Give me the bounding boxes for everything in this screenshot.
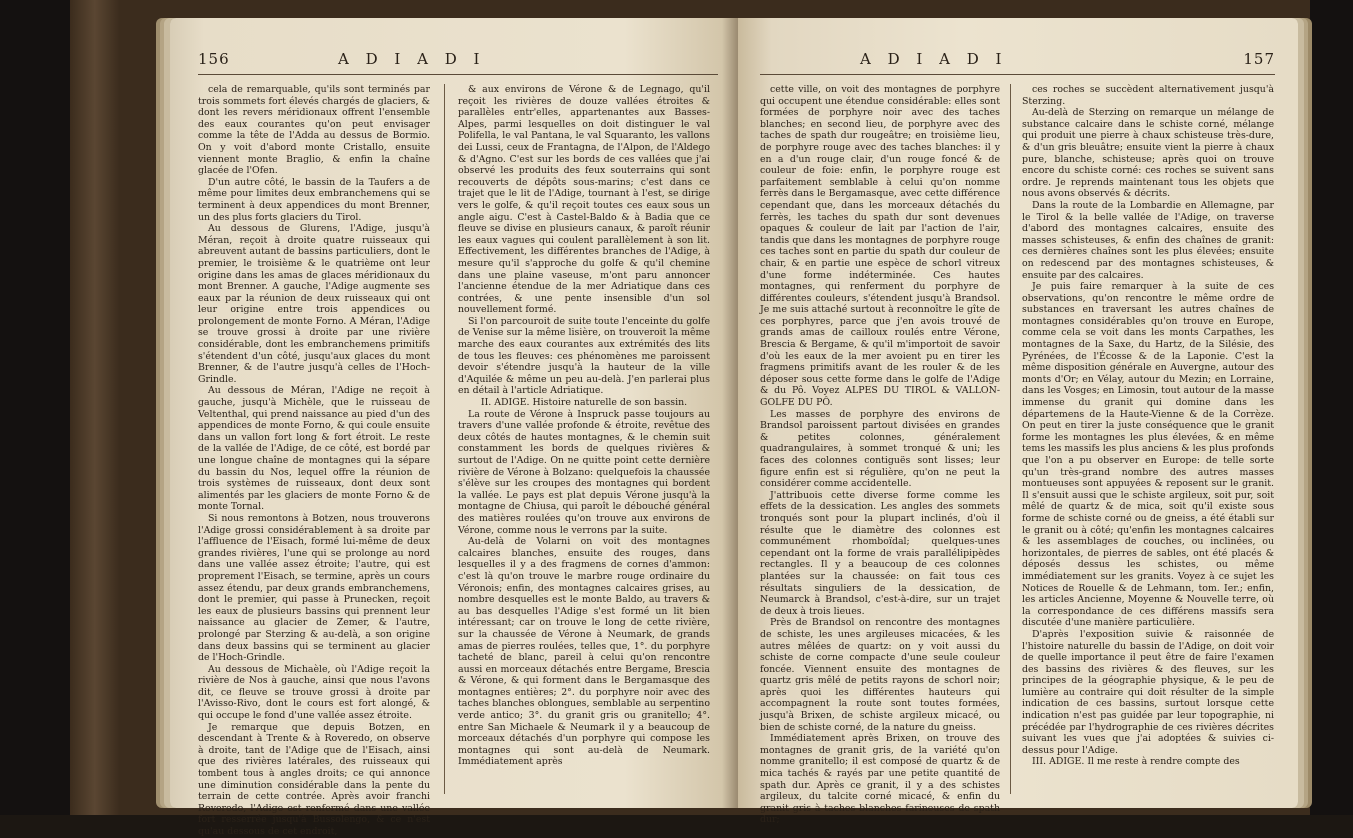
paragraph: Dans la route de la Lombardie en Allemagne, par le Tirol & la belle vallée de l'Adige, on traverse d'abord des montagnes calcaires, ensuite des masses schisteuses, & enfin des chaînes de granit: ces dernières chaînes sont les plus élevées; ensuite on redescend par des montagnes schisteuses, & ensuite par des calcaires. — [1022, 199, 1274, 281]
right-column-2 — [1022, 84, 1274, 768]
background-right — [1308, 0, 1353, 815]
left-page-number: 156 — [198, 50, 230, 68]
background-left — [0, 0, 70, 815]
paragraph: Au dessous de Méran, l'Adige ne reçoit à gauche, jusqu'à Michèle, que le ruisseau de Veltenthal, qui prend naissance au pied d'un des appendices de monte Forno, & qui coule ensuite dans un vallon fort long & fort étroit. Le reste de la vallée de l'Adige, de ce côté, est bordé par une longue chaîne de montagnes qui la sépare du bassin du Nos, lequel offre la réunion de trois systèmes de ruisseaux, dont deux sont alimentés par les glaciers de monte Forno & de monte Tornal. — [198, 385, 430, 513]
paragraph: III. ADIGE. Il me reste à rendre compte des — [1032, 756, 1240, 768]
paragraph: La route de Vérone à Inspruck passe toujours au travers d'une vallée profonde & étroite, revêtue des deux côtés de hautes montagnes, & le chemin suit constamment les bords de quelques rivières & surtout de l'Adige. On ne quitte point cette dernière rivière de Vérone à Bolzano: quelquefois la chaussée s'élève sur les croupes des montagnes qui bordent la vallée. Le pays est plat depuis Vérone jusqu'à la montagne de Chiusa, qui paroît le débouché général des matières roulées qu'on trouve aux environs de Vérone, comme nous le verrons par la suite. — [458, 408, 710, 536]
paragraph: Je puis faire remarquer à la suite de ces observations, qu'on rencontre le même ordre de substances en traversant les autres chaînes de montagnes considérables qu'on trouve en Europe, comme cela se voit dans les monts Carpathes, les montagnes de la Saxe, du Hartz, de la Silésie, des Pyrénées, de l'Écosse & de la Laponie. C'est la même disposition générale en Auvergne, autour des monts d'Or; en Vélay, autour du Mezin; en Lorraine, dans les Vosges; en Limosin, tout autour de la masse immense du granit qui domine dans les départemens de la Haute-Vienne & de la Corrèze. On peut en tirer la juste conséquence que le granit forme les montagnes les plus élevées, & en même tems les massifs les plus anciens & les plus profonds que l'on a pu observer en Europe: de telle sorte qu'un très-grand nombre des autres masses montueuses sont appuyées & reposent sur le granit. Il s'ensuit aussi que le schiste argileux, soit pur, soit mêlé de quartz & de mica, soit qu'il existe sous forme de schiste corné ou de gneiss, a été établi sur le granit ou à côté; qu'enfin les montagnes calcaires & les assemblages de couches, ou inclinées, ou horizontales, de pierres de sables, ont été placés & déposés dessus les schistes, ou même immédiatement sur les granits. Voyez à ce sujet les Notices de Rouelle & de Lehmann, tom. Ier.; enfin, les articles Ancienne, Moyenne & Nouvelle terre, où la correspondance de ces différens massifs sera discutée d'une manière particulière. — [1022, 281, 1274, 629]
paragraph: Les masses de porphyre des environs de Brandsol paroissent partout divisées en grandes & petites colonnes, généralement quadrangulaires, à sommet tronqué & uni; les faces des colonnes contiguës sont lisses; leur figure enfin est si régulière, qu'on ne peut la considérer comme accidentelle. — [760, 408, 1000, 490]
paragraph: cela de remarquable, qu'ils sont terminés par trois sommets fort élevés chargés de glaciers, & dont les revers méridionaux offrent l'ensemble des eaux courantes qu'on peut envisager comme la tête de l'Adda au dessus de Bormio. On y voit d'abord monte Cristallo, ensuite viennent monte Braglio, & enfin la chaîne glacée de l'Ofen. — [198, 84, 430, 177]
paragraph: & aux environs de Vérone & de Legnago, qu'il reçoit les rivières de douze vallées étroites & parallèles entr'elles, appartenantes aux Basses-Alpes, parmi lesquelles on doit distinguer le val Polifella, le val Pantana, le val Squaranto, les vallons dei Lussi, ceux de Frantagna, de l'Alpon, de l'Aldego & d'Agno. C'est sur les bords de ces vallées que j'ai observé les produits des feux souterrains qui sont recouverts de dépôts sous-marins; c'est dans ce trajet que le lit de l'Adige, tournant à l'est, se dirige vers le golfe, & qu'il reçoit toutes ces eaux sous un angle aigu. C'est à Castel-Baldo & à Badia que ce fleuve se divise en plusieurs canaux, & paroît réunir les eaux vagues qui coulent parallèlement à son lit. Effectivement, les différentes branches de l'Adige, à mesure qu'il s'approche du golfe & qu'il chemine dans une plaine vaseuse, m'ont paru annoncer l'ancienne étendue de la mer Adriatique dans ces contrées, & une pente insensible d'un sol nouvellement formé. — [458, 84, 710, 316]
paragraph: D'un autre côté, le bassin de la Taufers a de même pour limites deux embranchemens qui se terminent à deux appendices du mont Brenner, un des plus forts glaciers du Tirol. — [198, 176, 430, 223]
paragraph: ces roches se succèdent alternativement jusqu'à Sterzing. — [1022, 84, 1274, 107]
paragraph: Si l'on parcouroit de suite toute l'enceinte du golfe de Venise sur la même lisière, on trouveroit la même marche des eaux courantes aux extrémités des lits de tous les fleuves: ces phénomènes me paroissent devoir s'étendre jusqu'à la hauteur de la ville d'Aquilée & même un peu au-delà. J'en parlerai plus en détail à l'article Adriatique. — [458, 315, 710, 397]
right-running-head: A D I A D I — [860, 50, 1008, 68]
left-page-header — [198, 50, 718, 72]
right-page-header — [760, 50, 1275, 72]
paragraph: Au dessous de Glurens, l'Adige, jusqu'à Méran, reçoit à droite quatre ruisseaux qui abreuvent autant de bassins particuliers, dont le premier, le troisième & le quatrième ont leur origine dans les amas de glaces méridionaux du mont Brenner. A gauche, l'Adige augmente ses eaux par la réunion de deux ruisseaux qui ont leur origine entre trois appendices ou prolongement de monte Forno. A Méran, l'Adige se trouve grossi à droite par une rivière considérable, dont les embranchemens primitifs s'étendent d'un côté, jusqu'aux glaces du mont Brenner, & de l'autre jusqu'à celles de l'Hoch-Grindle. — [198, 223, 430, 385]
open-book — [70, 0, 1310, 837]
right-column-1 — [760, 84, 1000, 826]
right-page — [738, 18, 1298, 826]
paragraph: Au-delà de Volarni on voit des montagnes calcaires blanches, ensuite des rouges, dans lesquelles il y a des fragmens de cornes d'ammon: c'est là qu'on trouve le marbre rouge ordinaire du Véronois; enfin, des montagnes calcaires grises, au nombre desquelles est le monte Baldo, au travers & au bas desquelles l'Adige s'est formé un lit bien intéressant; car on trouve le long de cette rivière, sur la chaussée de Vérone à Neumark, de grands amas de pierres roulées, telles que, 1°. du porphyre tacheté de blanc, pareil à celui qu'on rencontre aussi en morceaux détachés entre Bergame, Brescia & Vérone, & qui forment dans le Bergamasque des montagnes entières; 2°. du porphyre noir avec des taches blanches oblongues, semblable au serpentino verde antico; 3°. du granit gris ou granitello; 4°. entre San Michaele & Neumark il y a beaucoup de morceaux détachés d'un porphyre qui compose les montagnes qui sont au-delà de Neumark. Immédiatement après — [458, 536, 710, 768]
paragraph: Je remarque que depuis Botzen, en descendant à Trente & à Roveredo, on observe à droite, tant de l'Adige que de l'Eisach, ainsi que des rivières latérales, des ruisseaux qui tombent tous à angles droits; ce qui annonce une diminution considérable dans la pente du terrain de cette contrée. Après avoir franchi Roveredo, l'Adige est renfermé dans une vallée fort resserrée jusqu'à Bussolengo, & ce n'est qu'au dessous de cet endroit, — [198, 721, 430, 837]
right-page-number: 157 — [1243, 50, 1275, 68]
right-column-divider — [1010, 84, 1011, 794]
paragraph: Si nous remontons à Botzen, nous trouverons l'Adige grossi considérablement à sa droite par l'affluence de l'Eisach, formé lui-même de deux grandes rivières, l'une qui se prolonge au nord dans une vallée assez étroite; l'autre, qui est proprement l'Eisach, se termine, après un cours assez étendu, par deux grands embranchemens, dont le premier, qui passe à Prunecken, reçoit les eaux de plusieurs bassins qui prennent leur naissance au glacier de Zemer, & l'autre, prolongé par Sterzing & au-delà, a son origine dans deux bassins qui se terminent au glacier de l'Hoch-Grindle. — [198, 512, 430, 664]
paragraph: D'après l'exposition suivie & raisonnée de l'histoire naturelle du bassin de l'Adige, on doit voir de quelle importance il peut être de faire l'examen des bassins des rivières & des fleuves, sur les principes de la géographie physique, & le peu de lumière au contraire qui doit résulter de la simple indication de ces bassins, surtout lorsque cette indication n'est pas guidée par leur topographie, ni précédée par l'hydrographie de ces rivières décrites suivant les vues que j'ai adoptées & suivies ci-dessus pour l'Adige. — [1022, 628, 1274, 756]
paragraph: cette ville, on voit des montagnes de porphyre qui occupent une étendue considérable: elles sont formées de porphyre noir avec des taches blanches; en second lieu, de porphyre avec des taches de spath dur rougeâtre; en troisième lieu, de porphyre rouge avec des taches blanches: il y en a d'un rouge clair, d'un rouge foncé & de couleur de foie: enfin, le porphyre rouge est parfaitement semblable à celui qu'on nomme ferrès dans le Bergamasque, avec cette différence cependant que, dans les morceaux détachés du ferrès, les taches du spath dur sont devenues opaques & couleur de lait par l'action de l'air, tandis que dans les montagnes de porphyre rouge ces taches sont en partie du spath dur couleur de chair, & en partie une espèce de schorl vitreux d'une forme indéterminée. Ces hautes montagnes, qui renferment du porphyre de différentes couleurs, s'étendent jusqu'à Brandsol. Je me suis attaché surtout à reconnoître le gîte de ces porphyres, parce que j'en avois trouvé de grands amas de cailloux roulés entre Vérone, Brescia & Bergame, & qu'il m'importoit de savoir d'où les eaux de la mer avoient pu en tirer les fragmens primitifs avant de les rouler & de les déposer sous cette forme dans le golfe de l'Adige & du Pô. Voyez ALPES DU TIROL & VALLON-GOLFE DU PÔ. — [760, 84, 1000, 409]
left-running-head: A D I A D I — [338, 50, 486, 68]
left-column-2 — [458, 84, 710, 768]
paragraph: Près de Brandsol on rencontre des montagnes de schiste, les unes argileuses micacées, & les autres mêlées de quartz: on y voit aussi du schiste de corne compacte d'une seule couleur foncée. Viennent ensuite des montagnes de quartz gris mêlé de petits rayons de schorl noir; après quoi les différentes hauteurs qui accompagnent la route sont toutes formées, jusqu'à Brixen, de schiste argileux micacé, ou bien de schiste corné, de la nature du gneiss. — [760, 617, 1000, 733]
paragraph: Immédiatement après Brixen, on trouve des montagnes de granit gris, de la variété qu'on nomme granitello; il est composé de quartz & de mica tachés & rayés par une petite quantité de spath dur. Après ce granit, il y a des schistes argileux, du talcite corné micacé, & enfin du granit gris à taches blanches farineuses de spath dur; — [760, 733, 1000, 826]
section-heading: II. ADIGE. Histoire naturelle de son bassin. — [480, 397, 688, 409]
left-header-rule — [198, 74, 718, 75]
paragraph: Au-delà de Sterzing on remarque un mélange de substance calcaire dans le schiste corné, mélange qui produit une pierre à chaux schisteuse très-dure, & d'un gris bleuâtre; ensuite vient la pierre à chaux pure, blanche, schisteuse; après quoi on trouve encore du schiste corné: ces roches se suivent sans ordre. Je reprends maintenant tous les objets que nous avons observés & décrits. — [1022, 107, 1274, 200]
left-column-1 — [198, 84, 430, 838]
paragraph: J'attribuois cette diverse forme comme les effets de la dessication. Les angles des sommets tronqués sont pour la plupart inclinés, d'où il résulte que le diamètre des colonnes est communément rhomboïdal; quelques-unes cependant ont la forme de vrais parallélipipèdes rectangles. Il y a beaucoup de ces colonnes plantées sur la chaussée: on fait tous ces résultats singuliers de la dessication, de Neumarck à Brandsol, c'est-à-dire, sur un trajet de deux à trois lieues. — [760, 489, 1000, 617]
paragraph: Au dessous de Michaèle, où l'Adige reçoit la rivière de Nos à gauche, ainsi que nous l'avons dit, ce fleuve se trouve grossi à droite par l'Avisso-Rivo, dont le cours est fort alongé, & qui occupe le fond d'une vallée assez étroite. — [198, 663, 430, 722]
right-header-rule — [760, 74, 1275, 75]
left-page — [170, 18, 738, 837]
left-column-divider — [444, 84, 445, 794]
